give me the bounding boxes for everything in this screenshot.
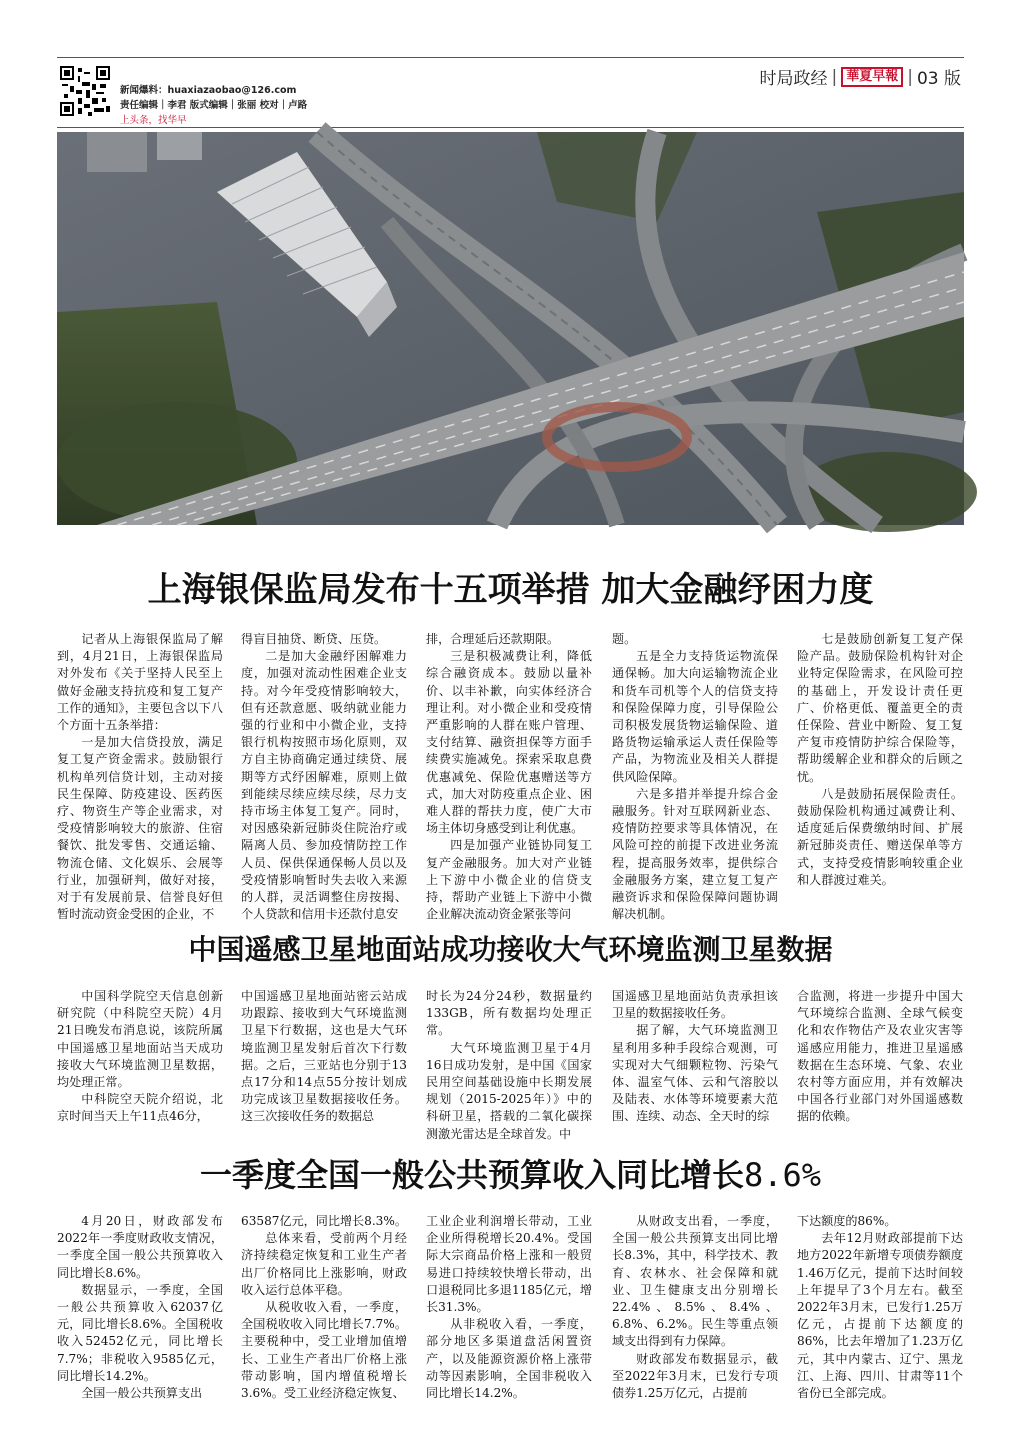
paragraph: 大气环境监测卫星于4月16日成功发射，是中国《国家民用空间基础设施中长期发展规划（2015-2025年）》中的科研卫星，搭载的二氧化碳探测激光雷达是全球首发。中 bbox=[426, 1040, 592, 1141]
article3-column-5 bbox=[797, 1213, 963, 1403]
paragraph: 从财政支出看，一季度，全国一般公共预算支出同比增长8.3%，其中，科学技术、教育、农林水、社会保障和就业、卫生健康支出分别增长22.4%、8.5%、8.4%、6.8%、6.2%。民生等重点领域支出得到有力保障。 bbox=[612, 1214, 778, 1349]
paragraph: 一是加大信贷投放，满足复工复产资金需求。鼓励银行机构单列信贷计划，主动对接民生保障、防疫建设、医药医疗、物资生产等企业需求，对受疫情影响较大的旅游、住宿餐饮、批发零售、交通运输、物流仓储、文化娱乐、会展等行业，加强研判，做好对接，对于有发展前景、信誉良好但暂时流动资金受困的企业，不 bbox=[57, 735, 223, 922]
separator: | bbox=[907, 66, 913, 87]
slogan: 上头条，找华早 bbox=[120, 115, 187, 126]
article1-column-5 bbox=[797, 631, 963, 887]
paragraph: 4月20日，财政部发布2022年一季度财政收支情况，一季度全国一般公共预算收入同比增长8.6%。 bbox=[57, 1214, 223, 1280]
article1-column-2 bbox=[241, 631, 407, 922]
paragraph: 记者从上海银保监局了解到，4月21日，上海银保监局对外发布《关于坚持人民至上 做好金融支持抗疫和复工复产工作的通知》，主要包含以下八个方面十五条举措： bbox=[57, 632, 223, 733]
paragraph: 二是加大金融纾困解难力度，加强对流动性困难企业支持。对今年受疫情影响较大，但有还款意愿、吸纳就业能力强的行业和中小微企业，支持银行机构按照市场化原则，双方自主协商确定通过续贷、展期等方式纾困解难，原则上做到能续尽续应续尽续，尽力支持市场主体复工复产。同时，对因感染新冠肺炎住院治疗或隔离人员、参加疫情防控工作人员、保供保通保畅人员以及受疫情影响暂时失去收入来源的人群，灵活调整住房按揭、个人贷款和信用卡还款付息安 bbox=[241, 649, 407, 922]
paragraph: 全国一般公共预算支出 bbox=[81, 1386, 203, 1401]
paragraph: 三是积极减费让利，降低综合融资成本。鼓励以量补价、以丰补歉，向实体经济合理让利。对小微企业和受疫情严重影响的人群在账户管理、支付结算、融资担保等方面手续费实施减免。探索采取息费优惠减免、保险优惠赠送等方式，加大对防疫重点企业、困难人群的帮扶力度，使广大市场主体切身感受到让利优惠。 bbox=[426, 649, 592, 836]
top-rule bbox=[57, 57, 964, 58]
paragraph: 从税收收入看，一季度，全国税收收入同比增长7.7%。主要税种中，受工业增加值增长、工业生产者出厂价格上涨带动影响，国内增值税增长3.6%。受工业经济稳定恢复、 bbox=[241, 1300, 407, 1401]
paragraph: 时长为24分24秒，数据量约133GB，所有数据均处理正常。 bbox=[426, 989, 592, 1038]
page-number: 03 版 bbox=[916, 69, 961, 89]
paragraph: 七是鼓励创新复工复产保险产品。鼓励保险机构针对企业特定保险需求，在风险可控的基础上，开发设计责任更广、价格更低、覆盖更全的责任保险、营业中断险、复工复产复市疫情防护综合保险等，帮助缓解企业和群众的后顾之忧。 bbox=[797, 632, 963, 784]
article2-column-4 bbox=[612, 988, 778, 1124]
article3-column-2 bbox=[241, 1213, 407, 1403]
article1-column-3 bbox=[426, 631, 592, 922]
highway-interchange-photo bbox=[57, 132, 964, 525]
paragraph: 八是鼓励拓展保险责任。鼓励保险机构通过减费让利、适度延后保费缴纳时间、扩展新冠肺炎责任、赠送保单等方式，支持受疫情影响较重企业和人群渡过难关。 bbox=[797, 786, 963, 887]
paragraph: 工业企业利润增长带动，工业企业所得税增长20.4%。受国际大宗商品价格上涨和一般贸易进口持续较快增长带动，出口退税同比多退1185亿元，增长31.3%。 bbox=[426, 1214, 592, 1315]
article1-headline: 上海银保监局发布十五项举措 加大金融纾困力度 bbox=[147, 570, 874, 610]
separator: | bbox=[831, 66, 838, 87]
article2-column-3 bbox=[426, 988, 592, 1141]
paragraph: 去年12月财政部提前下达地方2022年新增专项债券额度1.46万亿元，提前下达时间较上年提早了3个月左右。截至2022年3月末，已发行1.25万亿元，占提前下达额度的86%，比去年增加了1.23万亿元，其中内蒙古、辽宁、黑龙江、上海、四川、甘肃等11个省份已全部完成。 bbox=[797, 1231, 963, 1401]
article3-headline bbox=[57, 1150, 964, 1196]
paragraph: 题。 bbox=[612, 632, 637, 646]
paragraph: 下达额度的86%。 bbox=[797, 1214, 897, 1228]
newspaper-logo: 華夏早報 bbox=[841, 67, 903, 87]
paragraph: 国遥感卫星地面站负责承担该卫星的数据接收任务。 bbox=[612, 989, 778, 1021]
article1-column-1 bbox=[57, 631, 223, 922]
news-hotline: 新闻爆料：huaxiazaobao@126.com bbox=[120, 85, 297, 96]
paragraph: 中国遥感卫星地面站密云站成功跟踪、接收到大气环境监测卫星下行数据，这也是大气环境监测卫星发射后首次下行数据。之后，三亚站也分别于13点17分和14点55分按计划成功完成该卫星数据接收任务。这三次接收任务的数据总 bbox=[241, 989, 407, 1124]
paragraph: 从非税收入看，一季度，部分地区多渠道盘活闲置资产，以及能源资源价格上涨带动等因素影响，全国非税收入同比增长14.2%。 bbox=[426, 1317, 592, 1401]
paragraph: 中国科学院空天信息创新研究院（中科院空天院）4月21日晚发布消息说，该院所属中国遥感卫星地面站当天成功接收大气环境监测卫星数据，均处理正常。 bbox=[57, 989, 223, 1090]
article1-column-4 bbox=[612, 631, 778, 922]
qr-code-icon[interactable] bbox=[60, 66, 110, 116]
article2-column-2 bbox=[241, 988, 407, 1124]
article2-headline: 中国遥感卫星地面站成功接收大气环境监测卫星数据 bbox=[188, 933, 833, 966]
header-rule bbox=[57, 127, 964, 128]
article3-column-4 bbox=[612, 1213, 778, 1403]
paragraph: 据了解，大气环境监测卫星利用多种手段综合观测，可实现对大气细颗粒物、污染气体、温室气体、云和气溶胶以及陆表、水体等环境要素大范围、连续、动态、全天时的综 bbox=[612, 1023, 778, 1124]
article2-column-1 bbox=[57, 988, 223, 1124]
article3-headline-figure: 8.6% bbox=[743, 1156, 822, 1194]
paragraph: 五是全力支持货运物流保通保畅。加大向运输物流企业和货车司机等个人的信贷支持和保险保障力度，引导保险公司积极发展货物运输保险、道路货物运输承运人责任保险等产品，为物流业及相关人群提供风险保障。 bbox=[612, 649, 778, 784]
section-name: 时局政经 bbox=[759, 69, 828, 89]
paragraph: 排，合理延后还款期限。 bbox=[426, 632, 560, 646]
section-header bbox=[759, 64, 961, 89]
paragraph: 财政部发布数据显示，截至2022年3月末，已发行专项债券1.25万亿元，占提前 bbox=[612, 1351, 778, 1401]
paragraph: 63587亿元，同比增长8.3%。 bbox=[241, 1214, 407, 1228]
paragraph: 四是加强产业链协同复工复产金融服务。加大对产业链上下游中小微企业的信贷支持，帮助产业链上下游中小微企业解决流动资金紧张等问 bbox=[426, 838, 592, 922]
editor-credits: 责任编辑｜李君 版式编辑｜张丽 校对｜卢路 bbox=[120, 100, 308, 111]
article3-column-1 bbox=[57, 1213, 223, 1403]
paragraph: 合监测，将进一步提升中国大气环境综合监测、全球气候变化和农作物估产及农业灾害等遥感应用能力，推进卫星遥感数据在生态环境、气象、农业农村等方面应用，并有效解决中国各行业部门对外国遥感数据的依赖。 bbox=[797, 989, 963, 1124]
paragraph: 六是多措并举提升综合金融服务。针对互联网新业态、疫情防控要求等具体情况，在风险可控的前提下改进业务流程，提高服务效率，提供综合金融服务方案，建立复工复产融资诉求和保险保障问题协调解决机制。 bbox=[612, 786, 778, 922]
article2-column-5 bbox=[797, 988, 963, 1124]
paragraph: 中科院空天院介绍说，北京时间当天上午11点46分， bbox=[57, 1092, 223, 1124]
paragraph: 总体来看，受前两个月经济持续稳定恢复和工业生产者出厂价格同比上涨影响，财政收入运行总体平稳。 bbox=[241, 1231, 407, 1297]
paragraph: 得盲目抽贷、断贷、压贷。 bbox=[241, 632, 387, 646]
paragraph: 数据显示，一季度，全国一般公共预算收入62037亿元，同比增长8.6%。全国税收收入52452亿元，同比增长7.7%；非税收入9585亿元，同比增长14.2%。 bbox=[57, 1282, 223, 1383]
article3-column-3 bbox=[426, 1213, 592, 1403]
article3-headline-text: 一季度全国一般公共预算收入同比增长 bbox=[199, 1156, 744, 1194]
